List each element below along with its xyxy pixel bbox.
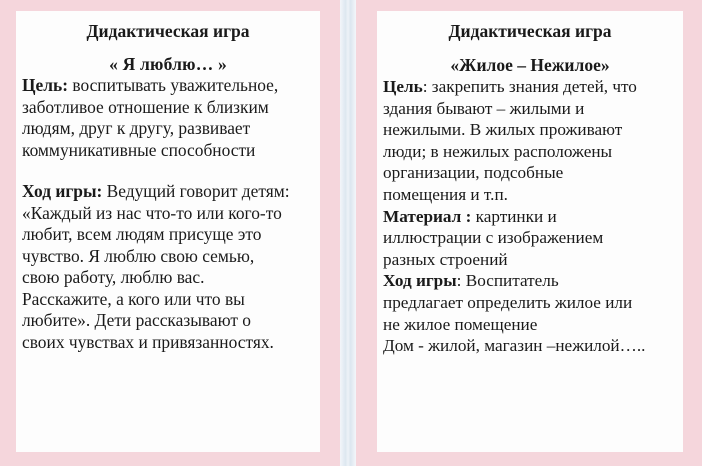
goal-text: : закрепить знания детей, что здания бывают – жилыми и нежилыми. В жилых проживают люди; в нежилых расположены организации, подсобные помещения и т.п. (383, 77, 637, 204)
process-text: Ведущий говорит детям: «Каждый из нас что-то или кого-то любит, всем людям присуще это чувство. Я люблю свою семью, свою работу, люблю вас. Расскажите, а кого или что вы любите». Дети рассказывают о своих чувствах и привязанностях. (22, 181, 290, 352)
process-paragraph (22, 181, 320, 353)
goal-text: воспитывать уважительное, заботливое отношение к близким людям, друг к другу, развивает коммуникативные способности (22, 75, 279, 160)
material-paragraph (383, 206, 683, 271)
paragraph-gap (22, 161, 320, 181)
center-divider (340, 0, 356, 466)
game-card-residential (377, 11, 683, 452)
game-title: « Я люблю… » (109, 54, 227, 74)
material-text: картинки и иллюстрации с изображением разных строений (383, 206, 604, 269)
game-card-i-love (16, 11, 320, 452)
material-label: Материал : (383, 206, 472, 226)
process-paragraph (383, 270, 683, 356)
process-label: Ход игры (383, 271, 457, 291)
goal-label: Цель (383, 77, 423, 96)
game-title: «Жилое – Нежилое» (450, 55, 610, 75)
process-label: Ход игры: (22, 181, 103, 201)
goal-paragraph (383, 76, 683, 206)
goal-label: Цель: (22, 75, 68, 95)
goal-paragraph (22, 75, 320, 161)
process-text: : Воспитатель предлагает определить жилое или не жилое помещение Дом - жилой, магазин –нежилой….. (383, 271, 646, 356)
card-heading: Дидактическая игра (86, 21, 250, 41)
card-heading: Дидактическая игра (448, 21, 612, 41)
